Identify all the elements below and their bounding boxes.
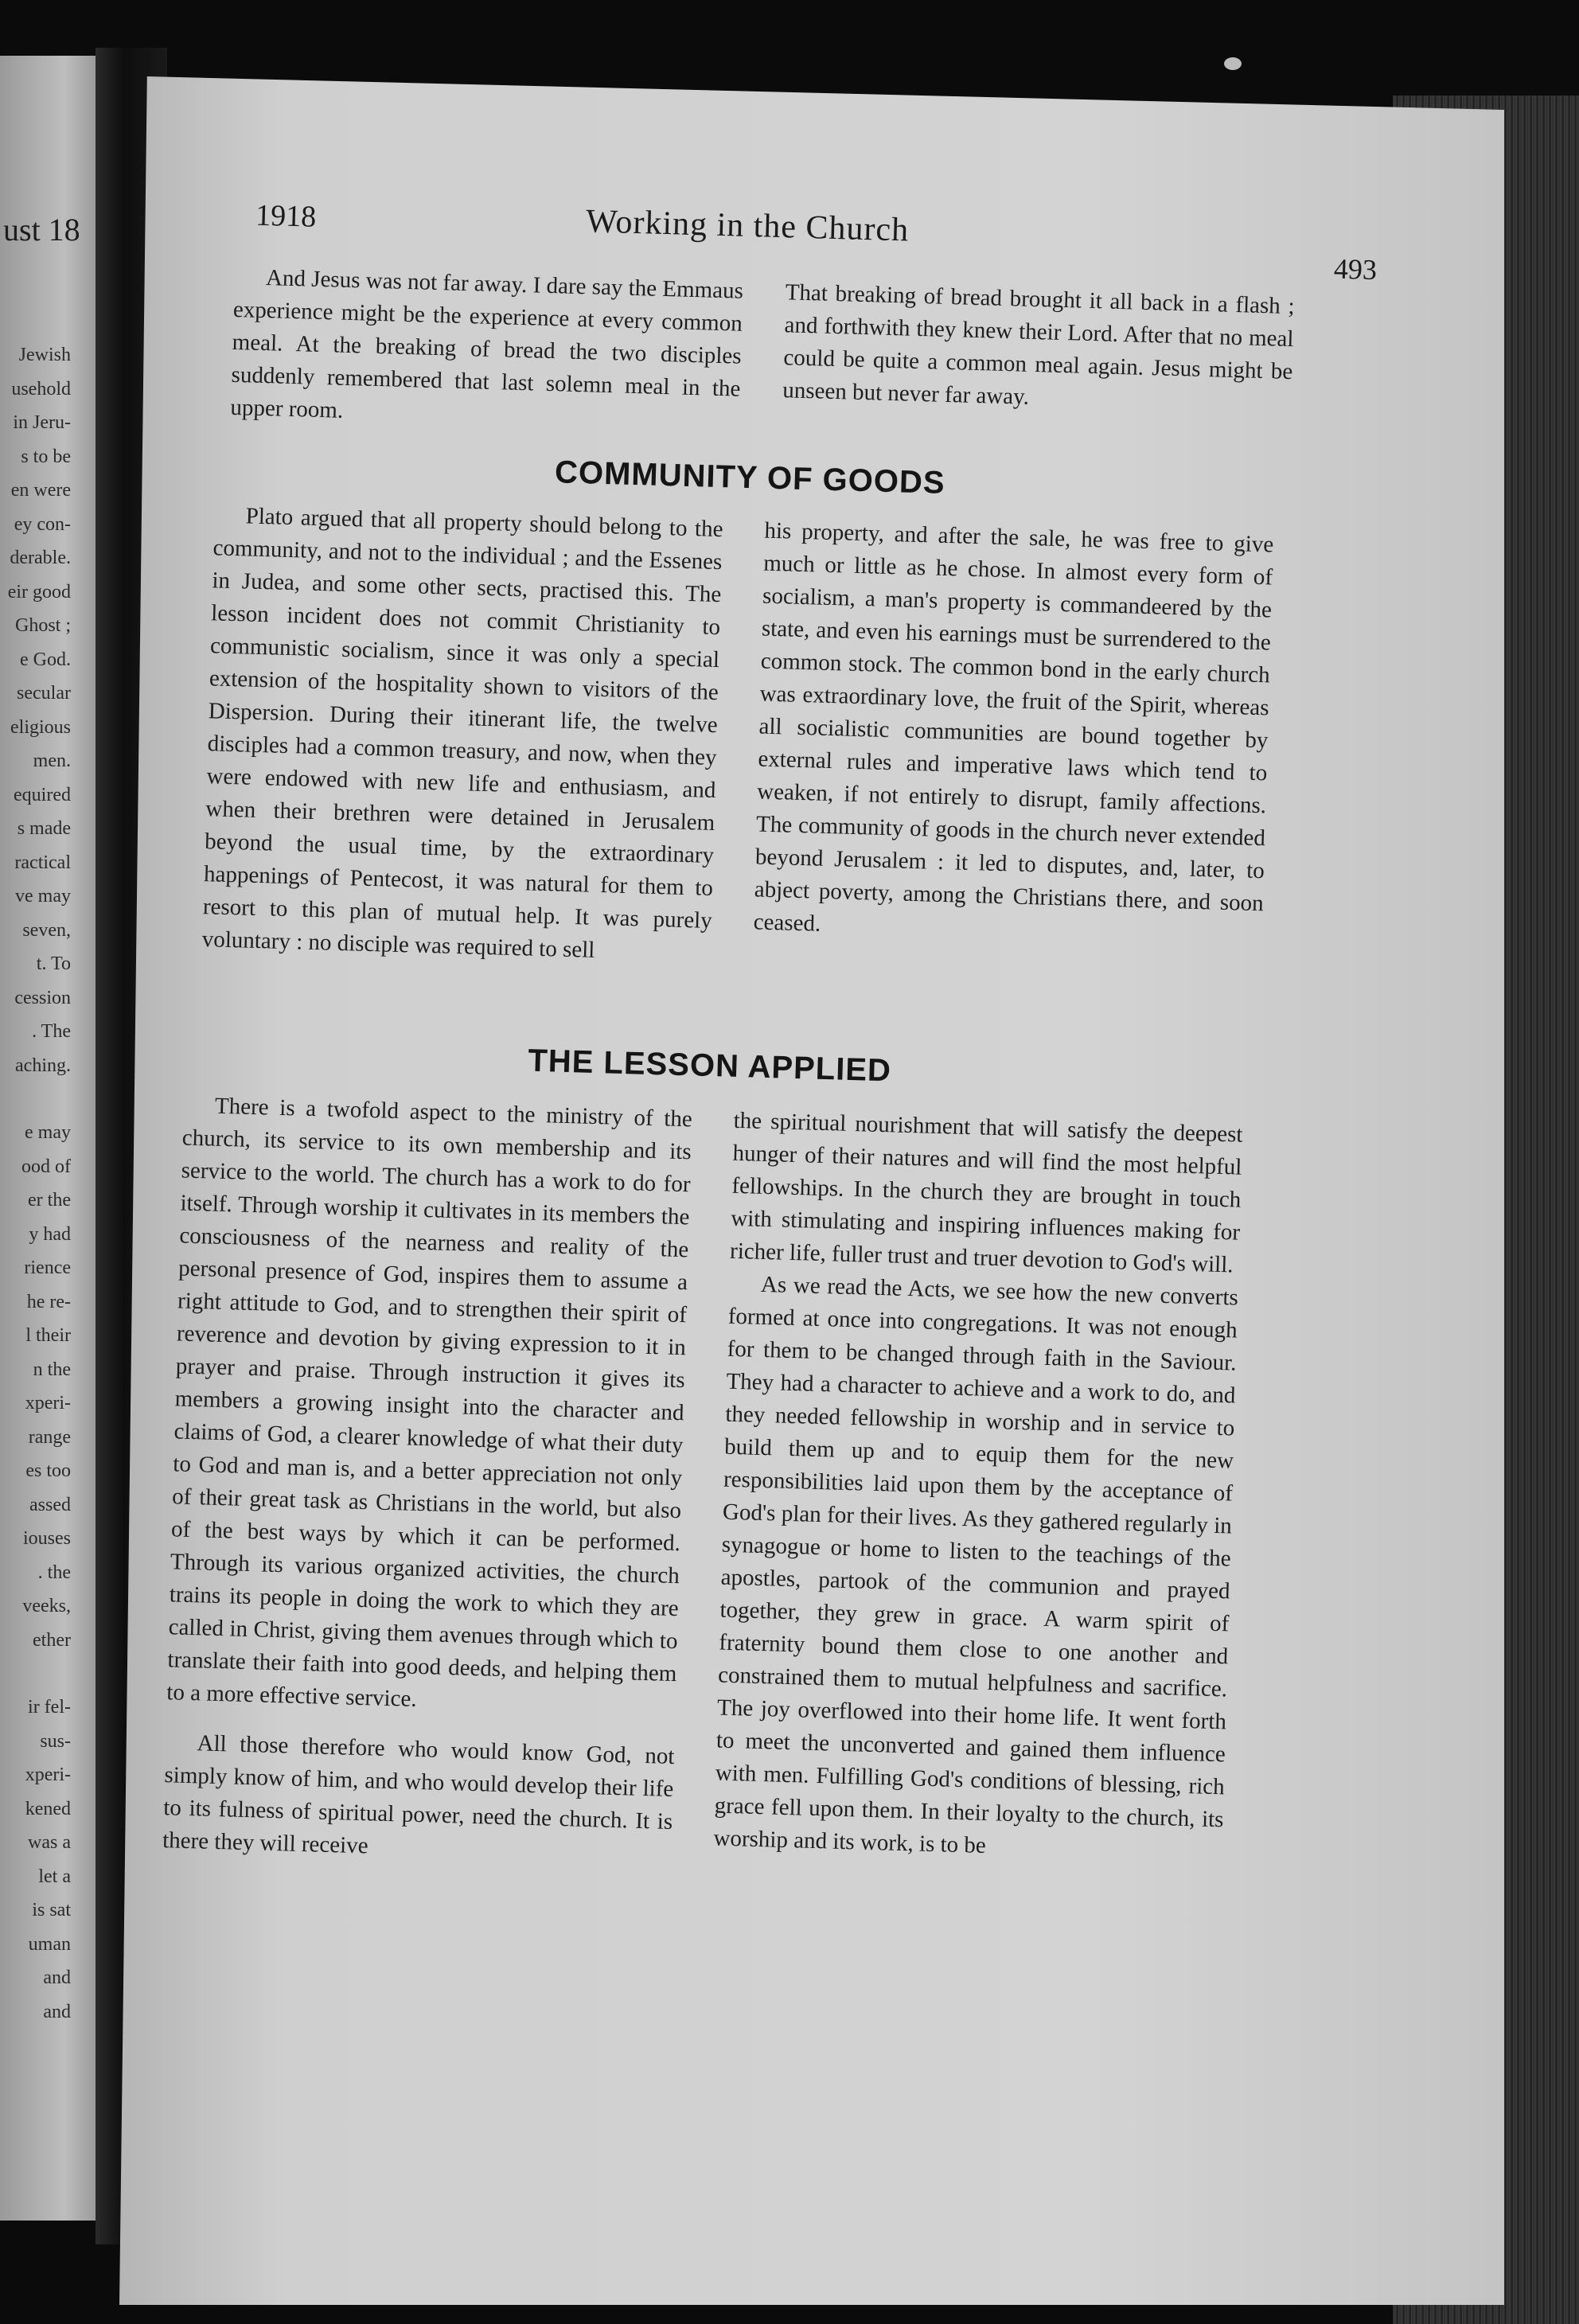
section1-left-column bbox=[201, 499, 723, 970]
previous-page-line: equired bbox=[14, 784, 71, 805]
previous-page-line: iouses bbox=[23, 1528, 71, 1549]
section2-right-column bbox=[713, 1105, 1243, 1870]
previous-page-line: and bbox=[43, 2001, 71, 2022]
previous-page-line: aching. bbox=[15, 1055, 71, 1076]
previous-page-line: kened bbox=[25, 1798, 71, 1819]
previous-page-line: ve may bbox=[15, 886, 71, 907]
previous-page-line: uman bbox=[28, 1933, 71, 1955]
section-heading-community-of-goods: COMMUNITY OF GOODS bbox=[554, 454, 946, 501]
previous-page-line: let a bbox=[38, 1866, 71, 1887]
previous-page-line: eligious bbox=[10, 716, 71, 738]
previous-page-line: xperi- bbox=[25, 1764, 71, 1785]
previous-page-header: ust 18 bbox=[3, 212, 80, 248]
previous-page-line: l their bbox=[25, 1325, 71, 1346]
previous-page-line: cession bbox=[14, 987, 71, 1008]
section2-right-paragraph-1: the spiritual nourishment that will satisfy the deepest hunger of their natures and will find the most helpful fellowships. In the church they are brought in touch with stimulating and inspiring influences making for richer life, fuller trust and truer devotion to God's will. bbox=[729, 1107, 1243, 1278]
previous-page-line: Jewish bbox=[18, 345, 71, 365]
previous-page-line: . the bbox=[37, 1562, 71, 1583]
previous-page-line: was a bbox=[28, 1832, 71, 1853]
section2-left-paragraph-1: There is a twofold aspect to the ministry of the church, its service to its own membership and its service to the world. The church has a work to do for itself. Through worship it cultivates in its members the consciousness of the nearness and reality of the personal presence of God, inspires them to assume a right attitude to God, and to strengthen their spirit of reverence and devotion by giving expression to it in prayer and praise. Through instruction it gives its members a growing insight into the character and claims of God, a clearer knowledge of what their duty to God and man is, and a better appreciation not only of their great task as Christians in the world, but also of the best ways by which it can be performed. Through its various organized activities, the church trains its people in doing the work to which they are called in Christ, giving them avenues through which to translate their faith into good deeds, and helping them to a more effective service. bbox=[166, 1093, 693, 1712]
previous-page-line: in Jeru- bbox=[13, 412, 71, 433]
previous-page-line: s to be bbox=[21, 446, 71, 467]
running-head-year: 1918 bbox=[255, 198, 317, 234]
previous-page-line: seven, bbox=[22, 919, 71, 941]
previous-page-line: sus- bbox=[40, 1730, 71, 1752]
previous-page-line: ey con- bbox=[14, 513, 71, 535]
previous-page-line: er the bbox=[28, 1190, 71, 1211]
previous-page-line: s made bbox=[17, 818, 71, 839]
section2-left-paragraph-2: All those therefore who would know God, not simply know of him, and who would develop their life to its fulness of spiritual power, need the church. It is there they will receive bbox=[162, 1730, 675, 1859]
intro-left-column bbox=[230, 261, 743, 439]
section1-left-paragraph: Plato argued that all property should belong to the community, and not to the individual ; and the Essenes in Judea, and some other sects, practised this. The lesson incident does not commit Christianity to communistic socialism, since it was only a special extension of the hospitality shown to visitors of the Dispersion. During their itinerant life, the twelve disciples had a common treasury, and now, when they were endowed with new life and enthusiasm, and when their brethren were detained in Jerusalem beyond the usual time, by the extraordinary happenings of Pentecost, it was natural for them to resort to this plan of mutual help. It was purely voluntary : no disciple was required to sell bbox=[201, 503, 723, 963]
previous-page-line: assed bbox=[29, 1494, 71, 1515]
section1-right-paragraph: his property, and after the sale, he was free to give much or little as he chose. In almost every form of socialism, a man's property is commandeered by the state, and even his earnings must be surrendered to the common stock. The common bond in the early church was extraordinary love, the fruit of the Spirit, whereas all socialistic communities are bound together by external rules and imperative laws which tend to weaken, if not entirely to disrupt, family affections. The community of goods in the church never extended beyond Jerusalem : it led to disputes, and, later, to abject poverty, among the Christians there, and soon ceased. bbox=[753, 517, 1274, 937]
section2-left-column bbox=[162, 1090, 693, 1871]
previous-page-line: e God. bbox=[20, 649, 71, 670]
previous-page-line: men. bbox=[33, 751, 71, 771]
previous-page-line: y had bbox=[29, 1223, 71, 1245]
previous-page-line: he re- bbox=[26, 1291, 71, 1312]
previous-page-line: ood of bbox=[21, 1156, 71, 1177]
section2-right-paragraph-2: As we read the Acts, we see how the new converts formed at once into congregations. It was not enough for them to be changed through faith in the Saviour. They had a character to achieve and a work to do, and they needed fellowship in worship and in service to build them up and to equip them for the new responsibilities laid upon them by the acceptance of God's plan for their lives. As they gathered regularly in synagogue or home to listen to the teachings of the apostles, partook of the communion and prayed together, they grew in grace. A warm spirit of fraternity bound them close to one another and constrained them to mutual helpfulness and sacrifice. The joy overflowed into their home life. It went forth to meet the unconverted and gained them influence with men. Fulfilling God's conditions of blessing, rich grace fell upon them. In their loyalty to the church, its worship and its work, is to be bbox=[713, 1271, 1239, 1859]
previous-page-line: derable. bbox=[10, 548, 71, 568]
previous-page-line: usehold bbox=[11, 378, 71, 400]
page-number: 493 bbox=[1333, 252, 1378, 286]
previous-page-line: eir good bbox=[7, 581, 71, 602]
previous-page-line: en were bbox=[10, 480, 71, 501]
previous-page-line: rience bbox=[24, 1258, 71, 1278]
previous-page-line: veeks, bbox=[22, 1596, 71, 1616]
previous-page-line: and bbox=[43, 1967, 71, 1988]
previous-page-line: ether bbox=[33, 1629, 71, 1651]
previous-page-line: range bbox=[28, 1426, 71, 1448]
running-head-title: Working in the Church bbox=[585, 203, 910, 249]
section1-right-column bbox=[753, 515, 1274, 953]
intro-right-paragraph: That breaking of bread brought it all back in a flash ; and forthwith they knew their Lord. After that no meal could be quite a common meal again. Jesus might be unseen but never far away. bbox=[782, 279, 1296, 410]
previous-page-line: ractical bbox=[14, 852, 71, 873]
section-heading-lesson-applied: THE LESSON APPLIED bbox=[527, 1043, 892, 1089]
previous-page-line: t. To bbox=[36, 953, 71, 974]
intro-left-paragraph: And Jesus was not far away. I dare say the Emmaus experience might be the experience at every common meal. At the breaking of bread the two disciples suddenly remembered that last solemn meal in the upper room. bbox=[230, 265, 744, 423]
running-head bbox=[255, 198, 1378, 286]
previous-page-line: es too bbox=[25, 1460, 71, 1481]
previous-page-line: xperi- bbox=[25, 1393, 71, 1414]
previous-page-line: n the bbox=[33, 1359, 71, 1380]
previous-page-line: ir fel- bbox=[28, 1697, 71, 1718]
previous-page-line: e may bbox=[25, 1122, 71, 1143]
previous-page-line: Ghost ; bbox=[14, 615, 71, 636]
intro-right-column bbox=[782, 276, 1295, 421]
previous-page-line: . The bbox=[32, 1021, 71, 1042]
previous-page-line: is sat bbox=[32, 1900, 71, 1920]
previous-page-line: secular bbox=[17, 683, 71, 704]
